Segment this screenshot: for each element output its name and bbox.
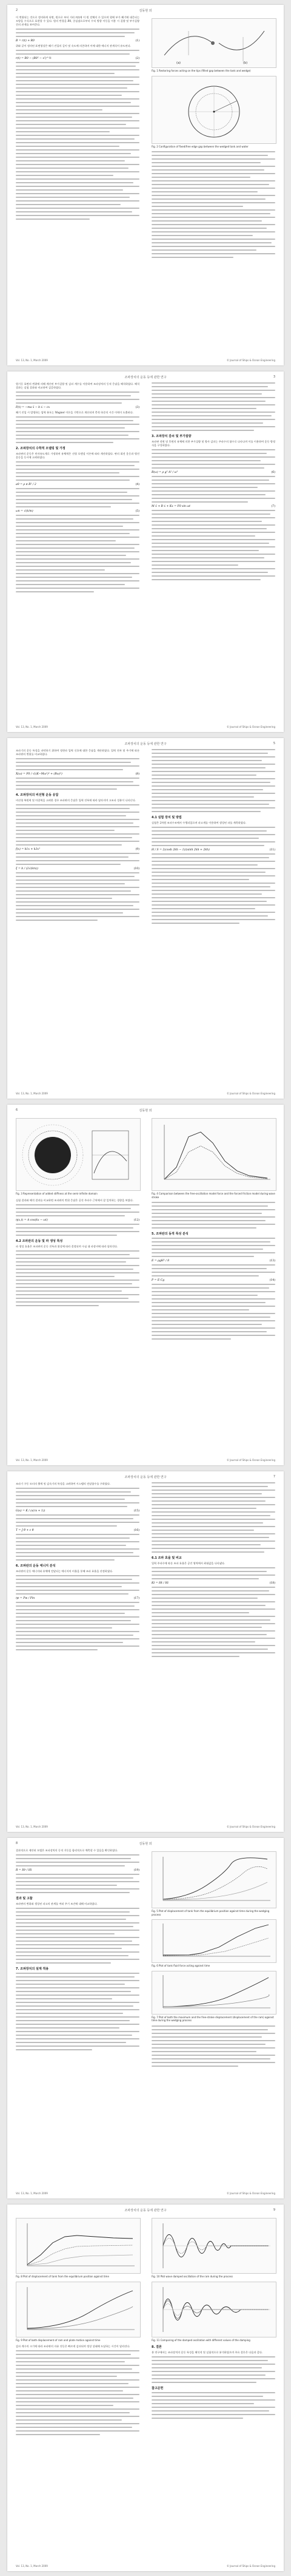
figure-7 bbox=[152, 1971, 276, 2015]
paragraph: 본 연구에서는 조파장치의 운동 특성을 해석적 및 실험적으로 분석하였으며 주요 결론은 다음과 같다. bbox=[152, 2351, 263, 2354]
page-3 bbox=[7, 738, 284, 1099]
right-column bbox=[152, 749, 275, 926]
left-column bbox=[16, 382, 139, 595]
section-heading: 참고문헌 bbox=[152, 2387, 164, 2390]
section-heading: 5. 조파판의 동적 특성 분석 bbox=[152, 1232, 189, 1236]
equation: 𝐾𝑡 = 𝐻𝑡 / 𝐻𝑖 (18) bbox=[152, 1582, 275, 1585]
paragraph: 비선형 복원력 및 마찰력을 고려한 경우 조파판의 응답은 입력 진폭에 따라 달라지며 고조파 성분이 나타난다. bbox=[16, 799, 136, 802]
section-heading: 2. 조파장치의 수학적 모델링 및 가정 bbox=[16, 447, 65, 450]
svg-text:(a): (a) bbox=[176, 61, 181, 65]
page-footer: Vol. 13, No. 1, March 2009 © Journal of Ships & Ocean Engineering bbox=[16, 359, 275, 362]
figure-caption: Fig. 5 Plot of displacement of tank from the equilibrium position against time during the wedging process bbox=[152, 1910, 270, 1916]
paragraph: 원기둥 표면의 변위에 의해 계산된 부가질량 및 감쇠 계수를 이용하여 조파장치의 동적 응답을 해석하였다. 해석 결과는 실험 결과와 비교하여 검증하였다. bbox=[16, 382, 139, 389]
equation: 𝜉 = 𝑏 / (2√(𝑘𝑚)) (10) bbox=[16, 867, 139, 870]
figure-caption: Fig. 11 Comparing of the damped oscillation with different values of the damping bbox=[152, 2338, 250, 2342]
paragraph: 조파판의 운동 에너지와 유체에 전달되는 에너지의 비율을 통해 조파 효율을 산정하였다. bbox=[16, 1570, 113, 1573]
equation: 𝑋(𝜔) = 𝐹0 / √((𝐾−𝑀𝜔²)² + (𝐵𝜔)²) (8) bbox=[16, 773, 139, 776]
svg-text:(b): (b) bbox=[243, 61, 248, 65]
page-footer: Vol. 13, No. 1, March 2009 © Journal of Ships & Ocean Engineering bbox=[16, 1459, 275, 1462]
figure-11 bbox=[152, 2282, 276, 2337]
figure-caption: Fig. 1 Restoring forces acting on the tips (filled gap between the tank and wedge) bbox=[152, 69, 251, 72]
running-header: 조파장치의 운동 등에 관한 연구 bbox=[124, 376, 167, 379]
page-footer: Vol. 13, No. 1, March 2009 © Journal of Ships & Ocean Engineering bbox=[16, 2564, 275, 2568]
page-number: 8 bbox=[16, 1842, 18, 1845]
figure-3 bbox=[16, 1118, 141, 1191]
equation: 𝜔𝑛 = √(𝑘/𝑚) (5) bbox=[16, 510, 139, 513]
paragraph: 이 변위되는 것으로 정의하게 되면, 원으로 부터 거리 𝑟(𝑡)에 이 원 전체의 수 있으며 원에 부가 쐐기에 대응되는 모양을 수식으로 표현할 수 있다. 원의 반경을 𝑅0, 중심점으로부터 수직 방향 이동을 이용 시 질량 및 부가질량 간의 관계를 보여준다. bbox=[16, 16, 139, 26]
running-header: 조파장치의 운동 등에 관한 연구 bbox=[124, 742, 167, 746]
paragraph: 위와 같이 정의된 표면형상은 쐐기 진입의 깊이 및 속도에 의존하며 이에 대한 에너지 관계식이 유도된다. bbox=[16, 44, 131, 47]
figure-caption: Fig. 6 Plot of tank fluid force acting against time bbox=[152, 1964, 210, 1967]
equation: 𝐸 = ρ𝑔𝐻² / 8 (13) bbox=[152, 1259, 275, 1263]
section-heading: 4.2 조파판의 운동 및 파 생성 특성 bbox=[16, 1239, 63, 1243]
section-heading: 6.1 조파 효율 및 비교 bbox=[152, 1556, 182, 1560]
right-column bbox=[152, 1482, 275, 1659]
figure-2 bbox=[152, 76, 276, 144]
equation: 𝐵 = 𝑟(𝑡) + 𝑅0 (1) bbox=[16, 39, 139, 42]
page-footer: Vol. 13, No. 1, March 2009 © Journal of Ships & Ocean Engineering bbox=[16, 2192, 275, 2195]
section-heading: 8. 결론 bbox=[152, 2345, 162, 2349]
figure-4 bbox=[152, 1118, 276, 1191]
paragraph: 결과적으로 제안된 모델은 조파장치의 동적 거동을 합리적으로 예측할 수 있음을 확인하였다. bbox=[16, 1849, 118, 1852]
left-column bbox=[16, 16, 139, 222]
figure-caption: Fig. 3 Representation of added stiffness at the semi-infinite domain bbox=[16, 1192, 98, 1195]
section-heading: 3. 조파장치 감쇠 및 부가질량 bbox=[152, 435, 192, 438]
running-header: 김동현 외 bbox=[139, 1109, 152, 1113]
paragraph: 조파판의 운동은 단자유도계로 가정하며 유체력은 선형 포텐셜 이론에 따라 계산하였다. 판의 회전 운동과 병진 운동을 동시에 고려하였다. bbox=[16, 452, 139, 459]
left-column bbox=[16, 2215, 139, 2438]
page-number: 6 bbox=[16, 1108, 18, 1112]
page-number: 7 bbox=[273, 1475, 275, 1479]
paragraph: 파 생성 효율은 조파판의 운동 진폭과 위상에 따라 결정되며 수심 대 파장비에 따라 달라진다. bbox=[16, 1244, 118, 1248]
paragraph: 실험 결과와 해석 결과를 비교하면 조파판의 변위 응답은 공진 주파수 근처에서 잘 일치하는 경향을 보였다. bbox=[16, 1198, 133, 1202]
section-heading: 결과 및 고찰 bbox=[16, 1897, 33, 1900]
right-column bbox=[152, 1849, 275, 2069]
figure-5 bbox=[152, 1851, 276, 1908]
page-2 bbox=[7, 371, 284, 732]
equation: 𝑓(𝑥) = 𝑘1𝑥 + 𝑘3𝑥³ (9) bbox=[16, 848, 139, 851]
running-header: 조파장치의 운동 등에 관한 연구 bbox=[124, 2209, 167, 2212]
section-heading: 7. 조파장치의 설계 적용 bbox=[16, 1967, 49, 1971]
figure-1 bbox=[152, 18, 276, 68]
figure-caption: Fig. 10 Plot wave damped oscillation of the ram during the process bbox=[152, 2275, 233, 2278]
figure-caption: Fig. 2 Configuration of fixed/free edge gap between the wedged tank and water bbox=[152, 144, 249, 148]
page-7 bbox=[7, 2205, 284, 2571]
page-number: 2 bbox=[16, 8, 18, 12]
equation: 𝐵(𝜔) = ρ 𝑔² 𝐴² / 𝜔³ (6) bbox=[152, 471, 275, 474]
equation: 𝑅 = 𝐻𝑟 / 𝐻𝑖 (19) bbox=[16, 1869, 139, 1872]
paragraph: 입력 주파수에 따른 조파 효율은 공진 영역에서 최대값을 나타냈다. bbox=[152, 1562, 226, 1565]
equation: 𝑇 = 𝐽 𝜃̈ + 𝑐 𝜃̇ (16) bbox=[16, 1529, 139, 1532]
page-footer: Vol. 13, No. 1, March 2009 © Journal of Ships & Ocean Engineering bbox=[16, 1092, 275, 1095]
figure-6 bbox=[152, 1919, 276, 1963]
equation: 𝑟(𝑡) = 𝑅0 − (𝑅0² − 𝑥²)^½ (2) bbox=[16, 57, 139, 60]
page-5 bbox=[7, 1471, 284, 1832]
page-1 bbox=[7, 5, 284, 365]
running-header: 김동현 외 bbox=[139, 1842, 152, 1846]
equation: 𝐹(𝑡) = −𝑚𝑎 ẍ − 𝑏 ẋ − 𝑐𝑥 (3) bbox=[16, 406, 139, 409]
equation: 𝜂𝑒 = 𝑃𝑤 / 𝑃𝑖𝑛 (17) bbox=[16, 1597, 139, 1600]
equation: 𝐺(𝑠) = 𝐾 / (𝑠(𝜏𝑠 + 1)) (15) bbox=[16, 1510, 139, 1513]
page-4 bbox=[7, 1105, 284, 1465]
paragraph: 조파기의 운동 특성을 파악하기 위하여 정현파 입력 신호에 대한 응답을 계산하였다. 입력 진폭 및 주기에 따른 조파판의 변위를 비교하였다. bbox=[16, 749, 139, 756]
figure-caption: Fig. 4 Comparison between the free-oscillation model force and the forced friction model during wave stroke bbox=[152, 1192, 275, 1199]
equation: 𝑀 ẍ + 𝐵 ẋ + 𝐾𝑥 = 𝐹0 sin 𝜔𝑡 (7) bbox=[152, 505, 275, 508]
figure-caption: Fig. 9 Plot of both displacement of ram and plate motion against time bbox=[16, 2338, 101, 2342]
figure-caption: Fig. 7 Plot of both the maximum and the free-stroke displacement (displacement of the ram) against time during the wedging process bbox=[152, 2015, 274, 2022]
equation: 𝜂(𝑥,𝑡) = 𝐴 cos(𝑘𝑥 − 𝜔𝑡) (12) bbox=[16, 1218, 139, 1222]
figure-9 bbox=[16, 2282, 141, 2337]
paragraph: 실험은 2차원 조파수조에서 수행되었으며 파고계를 이용하여 생성된 파를 계측하였다. bbox=[152, 821, 247, 824]
left-column bbox=[16, 1849, 139, 2053]
figure-10 bbox=[152, 2218, 276, 2274]
paragraph: 쐐기 진입 시 발생하는 압력 분포는 Wagner 이론을 기반으로 계산되며 충격 하중의 시간 이력이 도출된다. bbox=[16, 411, 134, 414]
left-column bbox=[16, 1116, 139, 1309]
section-heading: 4. 조파장치의 비선형 운동 응답 bbox=[16, 793, 59, 797]
page-footer: Vol. 13, No. 1, March 2009 © Journal of Ships & Ocean Engineering bbox=[16, 725, 275, 728]
equation: 𝑎0 = ρ π 𝑅² / 2 (4) bbox=[16, 483, 139, 486]
paragraph: 조파판의 변위와 생성된 파고의 관계를 여러 주기 조건에 대해 비교하였다. bbox=[16, 1902, 98, 1905]
equation: 𝑃 = 𝐸 𝐶𝑔 (14) bbox=[152, 1279, 275, 1282]
section-heading: 6. 조파판의 운동 에너지 분석 bbox=[16, 1564, 56, 1568]
running-header: 김동현 외 bbox=[139, 9, 152, 13]
figure-8 bbox=[16, 2218, 141, 2274]
right-column bbox=[152, 16, 275, 260]
figure-caption: Fig. 8 Plot of displacement of tank from the equilibrium position against time bbox=[16, 2275, 109, 2278]
right-column bbox=[152, 382, 275, 583]
paragraph: 감쇠 계수의 크기에 따라 조파판의 자유 진동은 빠르게 감쇠되며 정상 상태에 도달하는 시간이 달라진다. bbox=[16, 2345, 130, 2348]
left-column bbox=[16, 1482, 139, 1653]
section-heading: 4.1 실험 장치 및 방법 bbox=[152, 816, 182, 819]
running-header: 조파장치의 운동 등에 관한 연구 bbox=[124, 1476, 167, 1479]
right-column bbox=[152, 1116, 275, 1342]
page-footer: Vol. 13, No. 1, March 2009 © Journal of Ships & Ocean Engineering bbox=[16, 1825, 275, 1828]
page-number: 9 bbox=[273, 2208, 275, 2212]
page-number: 3 bbox=[273, 375, 275, 379]
paragraph: 조파기 구동 모터의 출력 및 감속기의 특성을 고려하여 시스템의 전달함수를 구하였다. bbox=[16, 1482, 111, 1485]
paragraph: 조파판 전면 및 후면의 유체에 의한 부가질량 및 방사 감쇠는 주파수의 함수로 나타나며 이를 이용하여 운동 방정식을 구성하였다. bbox=[152, 440, 275, 447]
equation: 𝐻 / 𝑆 = 2(cosh 2𝑘ℎ − 1)/(sinh 2𝑘ℎ + 2𝑘ℎ) (11) bbox=[152, 849, 275, 852]
left-column bbox=[16, 749, 139, 923]
page-6 bbox=[7, 1838, 284, 2198]
page-number: 5 bbox=[273, 742, 275, 745]
right-column bbox=[152, 2215, 275, 2421]
